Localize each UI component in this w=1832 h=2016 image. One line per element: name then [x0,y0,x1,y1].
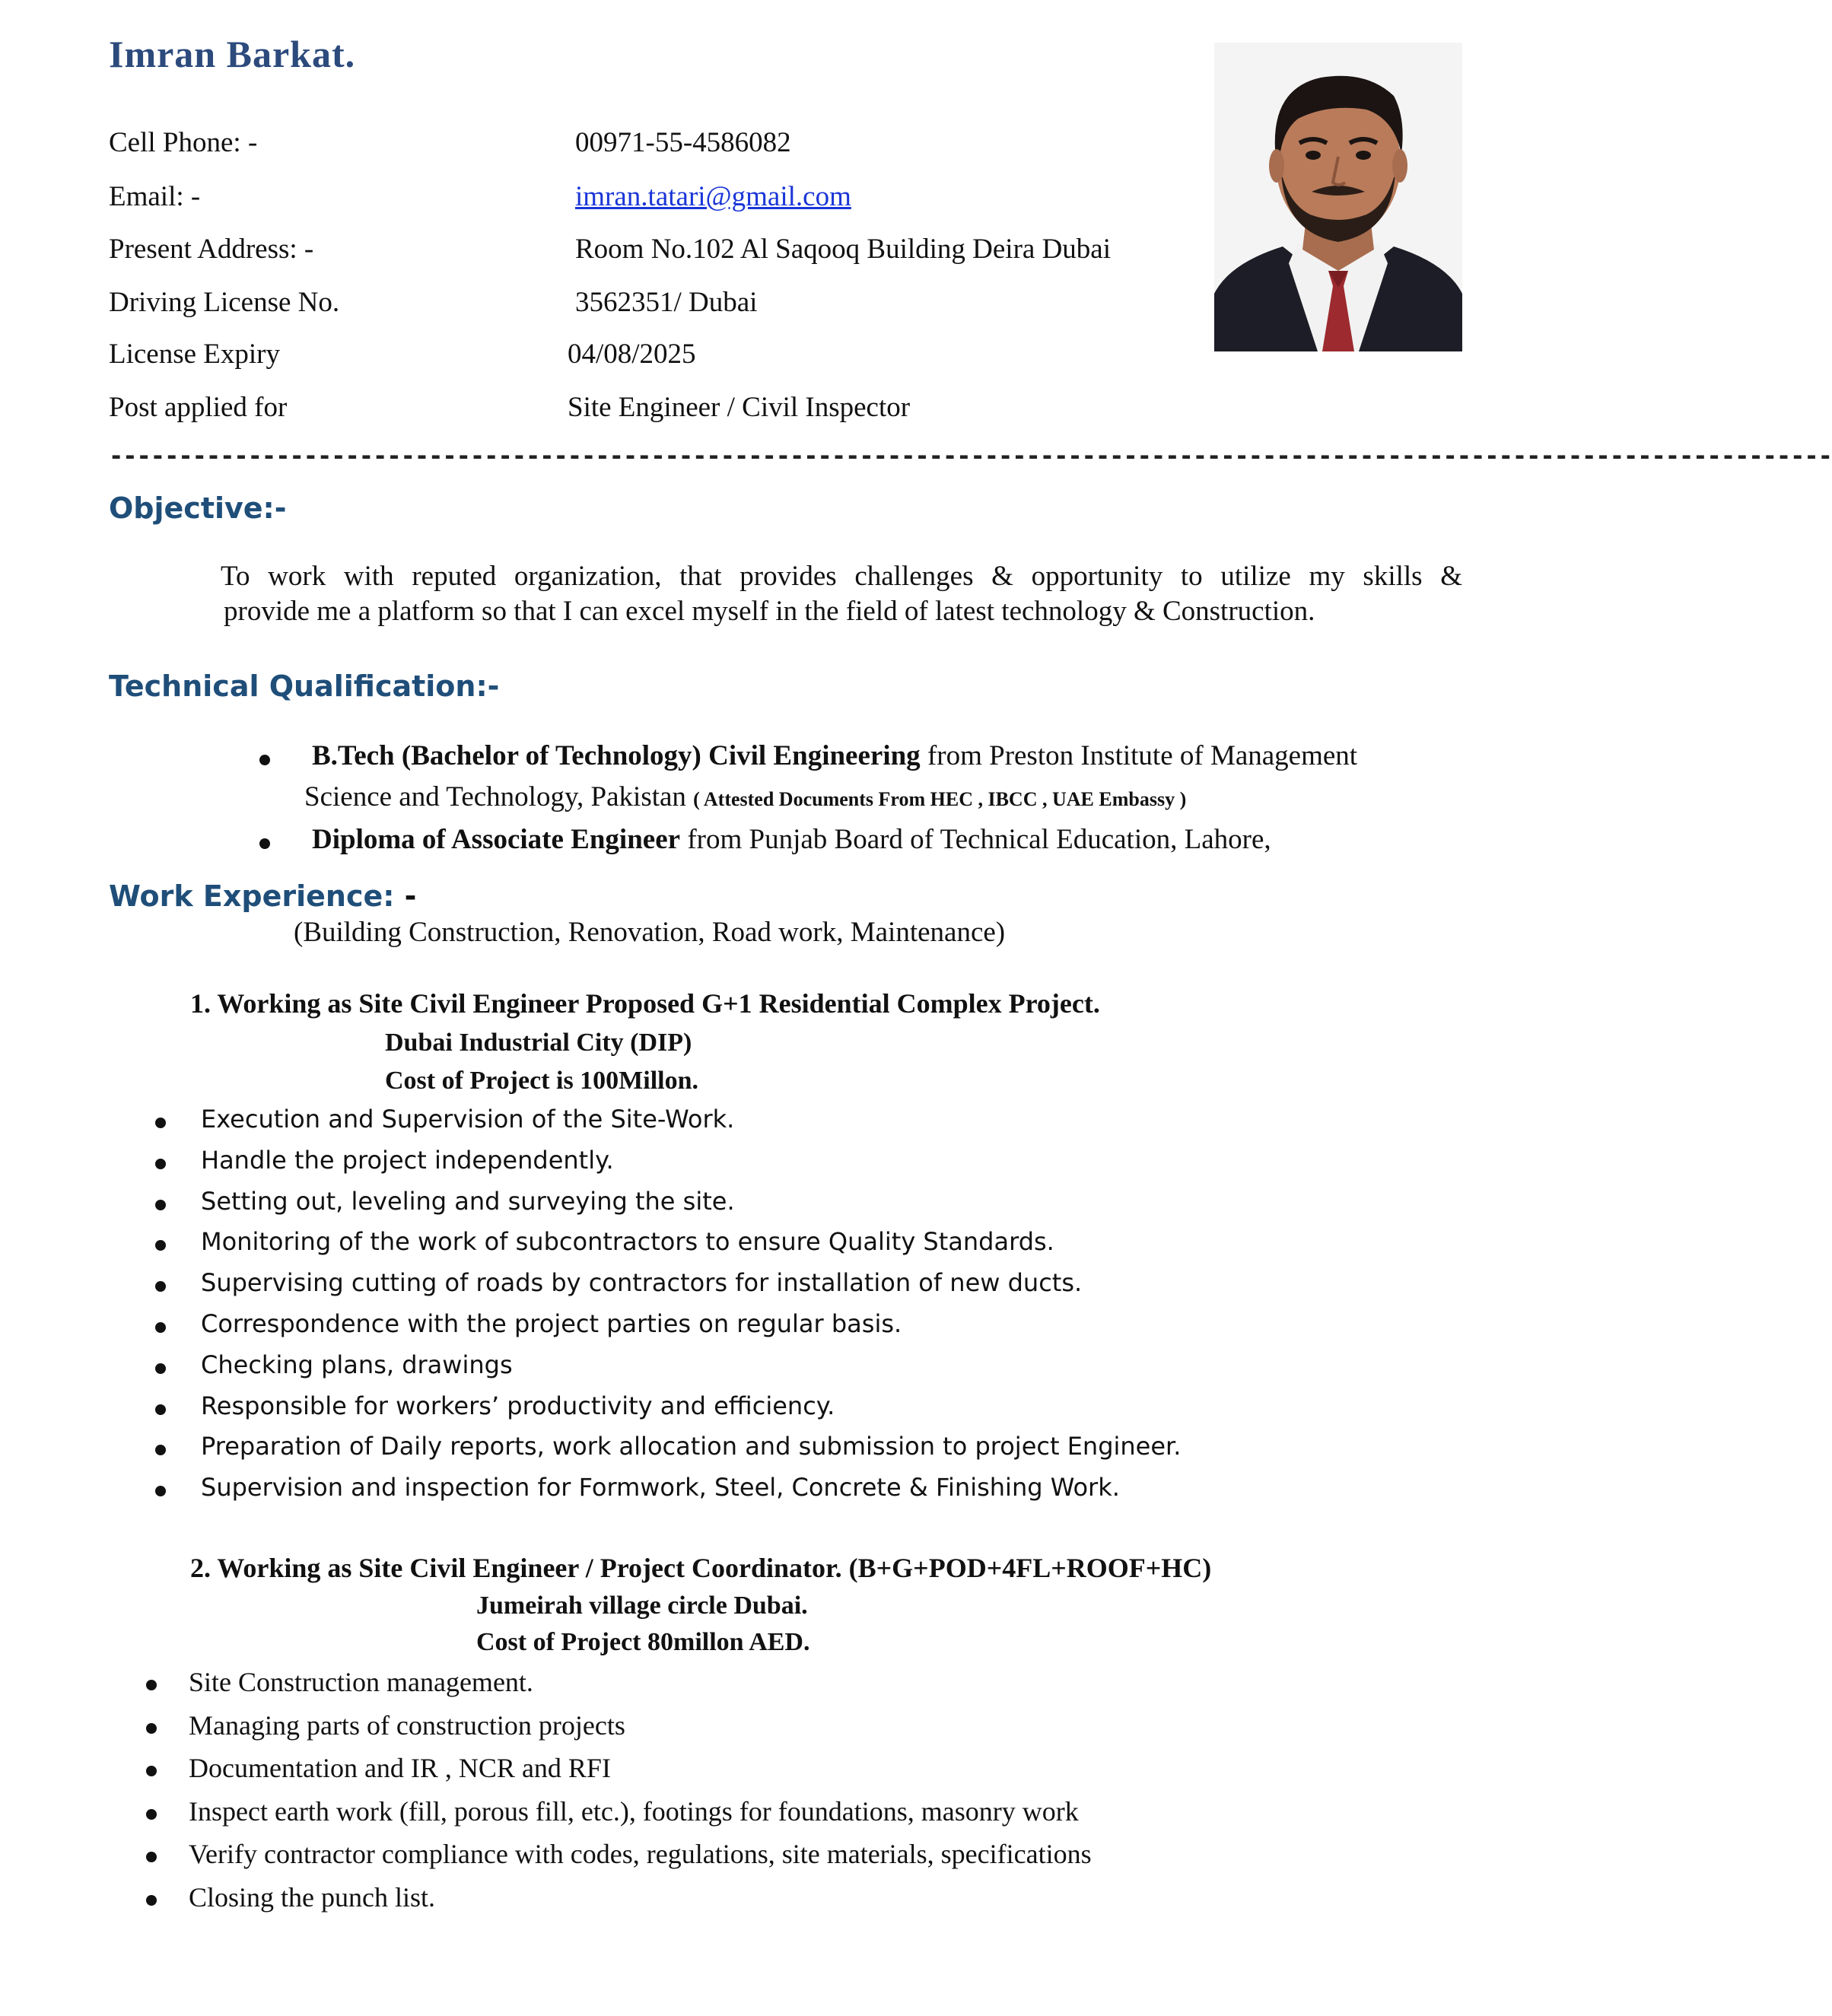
duty-item: Correspondence with the project parties on regular basis. [201,1309,902,1338]
job-2-location: Jumeirah village circle Dubai. [476,1591,808,1620]
qualification-board: from Punjab Board of Technical Education, Lahore, [687,824,1271,855]
bullet-icon [155,1200,166,1210]
qualification-heading: Technical Qualification:- [109,669,500,703]
bullet-icon [146,1809,157,1820]
bullet-icon [155,1322,166,1333]
phone-value: 00971-55-4586082 [575,127,791,158]
duty-item: Supervising cutting of roads by contractors for installation of new ducts. [201,1268,1083,1298]
section-separator: ---------------------------------------------------------------------------------------------------------------------------- [109,441,1832,470]
duty-item: Responsible for workers’ productivity and efficiency. [201,1391,835,1420]
qualification-institute: from Preston Institute of Management [927,740,1358,771]
bullet-icon [146,1852,157,1862]
license-label: Driving License No. [109,287,340,318]
phone-label: Cell Phone: - [109,127,258,158]
bullet-icon [155,1159,166,1169]
duty-item: Documentation and IR , NCR and RFI [189,1753,611,1783]
duty-item: Site Construction management. [189,1667,533,1697]
experience-heading-dash: - [404,879,417,913]
duty-item: Closing the punch list. [189,1881,435,1913]
expiry-value: 04/08/2025 [568,339,696,370]
profile-photo [1214,43,1462,351]
job-1-title: 1. Working as Site Civil Engineer Proposed G+1 Residential Complex Project. [190,988,1100,1019]
duty-item: Handle the project independently. [201,1145,614,1175]
candidate-name: Imran Barkat. [109,33,356,75]
duty-item: Verify contractor compliance with codes, regulations, site materials, specifications [189,1839,1092,1869]
job-1-location: Dubai Industrial City (DIP) [385,1029,692,1057]
job-2-title: 2. Working as Site Civil Engineer / Project Coordinator. (B+G+POD+4FL+ROOF+HC) [190,1553,1212,1583]
experience-heading [109,879,416,913]
qualification-item-2 [312,823,1271,856]
objective-heading: Objective:- [109,491,287,525]
duty-item: Checking plans, drawings [201,1350,513,1379]
bullet-icon [155,1281,166,1292]
bullet-icon [146,1680,157,1690]
post-value: Site Engineer / Civil Inspector [568,392,911,423]
duty-item: Setting out, leveling and surveying the site. [201,1186,735,1216]
bullet-icon [259,838,270,849]
bullet-icon [146,1723,157,1734]
qualification-degree: B.Tech (Bachelor of Technology) Civil Engineering [312,740,921,771]
qualification-attestation-note: ( Attested Documents From HEC , IBCC , UAE Embassy ) [693,788,1187,810]
bullet-icon [155,1486,166,1496]
duty-item: Monitoring of the work of subcontractors to ensure Quality Standards. [201,1227,1054,1257]
bullet-icon [155,1240,166,1251]
expiry-label: License Expiry [109,339,280,370]
duty-item: Execution and Supervision of the Site-Work. [201,1105,735,1134]
duty-item: Supervision and inspection for Formwork, Steel, Concrete & Finishing Work. [201,1473,1120,1502]
job-1-cost: Cost of Project is 100Millon. [385,1067,699,1095]
bullet-icon [155,1363,166,1374]
job-2-cost: Cost of Project 80millon AED. [476,1628,810,1656]
bullet-icon [146,1895,157,1906]
objective-line-2: provide me a platform so that I can excel myself in the field of latest technology & Construction. [224,596,1315,627]
experience-heading-text: Work Experience: [109,879,395,913]
profile-photo-illustration [1214,43,1462,351]
duty-item: Inspect earth work (fill, porous fill, etc.), footings for foundations, masonry work [189,1795,1079,1827]
duty-item: Managing parts of construction projects [189,1709,625,1741]
address-label: Present Address: - [109,234,314,265]
bullet-icon [259,755,270,765]
bullet-icon [155,1118,166,1128]
license-value: 3562351/ Dubai [575,287,758,318]
bullet-icon [155,1404,166,1415]
bullet-icon [146,1766,157,1776]
bullet-icon [155,1445,166,1455]
qualification-item-1 [312,739,1357,772]
qualification-item-1-line-2 [304,781,1186,813]
experience-subtitle: (Building Construction, Renovation, Road work, Maintenance) [294,917,1006,948]
email-label: Email: - [109,181,201,212]
qualification-location: Science and Technology, Pakistan [304,781,686,812]
address-value: Room No.102 Al Saqooq Building Deira Dubai [575,234,1111,265]
duty-item: Preparation of Daily reports, work allocation and submission to project Engineer. [201,1432,1182,1461]
qualification-diploma: Diploma of Associate Engineer [312,824,681,855]
objective-line-1: To work with reputed organization, that provides challenges & opportunity to utilize my skills & [221,561,1462,592]
post-label: Post applied for [109,392,288,423]
email-link[interactable]: imran.tatari@gmail.com [575,181,851,212]
